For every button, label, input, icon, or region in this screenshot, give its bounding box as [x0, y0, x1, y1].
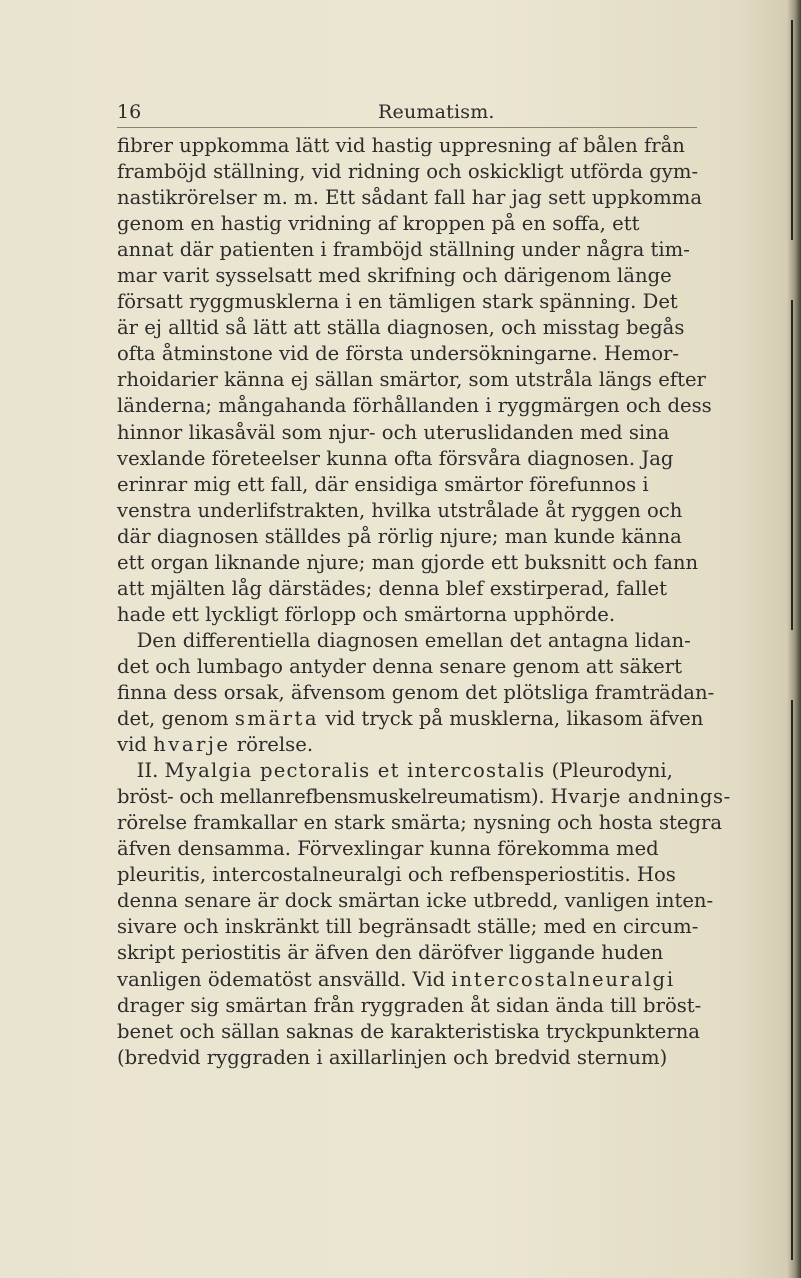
running-head: Reumatism. [378, 101, 495, 123]
text-line: finna dess orsak, äfvensom genom det plötsliga framträdan- [117, 680, 715, 704]
text-line: hinnor likasåväl som njur- och uteruslidanden med sina [117, 420, 670, 444]
text-line: benet och sällan saknas de karakteristiska tryckpunkterna [117, 1019, 700, 1043]
page-edge-line-1 [791, 20, 793, 240]
emphasis-hvarje-andnings: Hvarje andnings- [550, 785, 731, 809]
page-edge-line-3 [791, 700, 793, 1260]
emphasis-intercostalneuralgi: intercostalneuralgi [451, 967, 675, 991]
text-line: försatt ryggmusklerna i en tämligen stark spänning. Det [117, 290, 678, 314]
emphasis-hvarje: hvarje [153, 733, 231, 757]
page-edge-shadow [787, 0, 801, 1278]
text-line: pleuritis, intercostalneuralgi och refbensperiostitis. Hos [117, 863, 676, 887]
text-line: nastikrörelser m. m. Ett sådant fall har jag sett uppkomma [117, 186, 702, 210]
page-number: 16 [117, 101, 142, 123]
text-line: hade ett lyckligt förlopp och smärtorna upphörde. [117, 602, 616, 626]
text-line [117, 784, 731, 810]
text-line: är ej alltid så lätt att ställa diagnosen, och misstag begås [117, 316, 685, 340]
text-line: venstra underlifstrakten, hvilka utstrålade åt ryggen och [117, 498, 683, 522]
text-line: rörelse framkallar en stark smärta; nysning och hosta stegra [117, 811, 723, 835]
text-line: vexlande företeelser kunna ofta försvåra diagnosen. Jag [117, 446, 674, 470]
page-edge-line-2 [791, 300, 793, 630]
text-line: det och lumbago antyder denna senare genom att säkert [117, 654, 682, 678]
section-title: Myalgia pectoralis et intercostalis [164, 759, 546, 783]
text-line: skript periostitis är äfven den däröfver liggande huden [117, 941, 664, 965]
text-fragment: det, genom [117, 707, 229, 731]
page-header [117, 101, 697, 129]
text-line: äfven densamma. Förvexlingar kunna förekomma med [117, 837, 659, 861]
text-line: genom en hastig vridning af kroppen på en soffa, ett [117, 212, 640, 236]
text-fragment: vanligen ödematöst ansvälld. Vid [117, 967, 446, 991]
text-line: där diagnosen ställdes på rörlig njure; man kunde känna [117, 524, 682, 548]
section-number: II. [136, 759, 159, 783]
text-line: länderna; mångahanda förhållanden i ryggmärgen och dess [117, 394, 712, 418]
text-line [117, 628, 712, 654]
text-line: att mjälten låg därstädes; denna blef exstirperad, fallet [117, 576, 668, 600]
text-fragment: (Pleurodyni, [551, 759, 673, 783]
text-line [117, 967, 712, 993]
section-heading-line [117, 758, 712, 784]
text-line: annat där patienten i framböjd ställning under några tim- [117, 238, 690, 262]
text-line: mar varit sysselsatt med skrifning och därigenom länge [117, 264, 672, 288]
emphasis-smarta: smärta [234, 707, 320, 731]
text-line: erinrar mig ett fall, där ensidiga smärtor förefunnos i [117, 472, 649, 496]
text-fragment: bröst- och mellanrefbensmuskelreumatism). [117, 785, 545, 809]
text-line: ofta åtminstone vid de första undersökningarne. Hemor- [117, 342, 680, 366]
text-line: rhoidarier känna ej sällan smärtor, som utstråla längs efter [117, 368, 706, 392]
text-line: fibrer uppkomma lätt vid hastig uppresning af bålen från [117, 134, 685, 157]
text-line [117, 732, 712, 758]
text-line: drager sig smärtan från ryggraden åt sidan ända till bröst- [117, 993, 702, 1017]
body-text [117, 133, 731, 1071]
text-fragment: vid [117, 733, 147, 757]
text-line: (bredvid ryggraden i axillarlinjen och bredvid sternum) [117, 1045, 668, 1069]
text-line [117, 706, 712, 732]
text-fragment: Den differentiella diagnosen emellan det antagna lidan- [136, 628, 691, 652]
text-fragment: vid tryck på musklerna, likasom äfven [325, 707, 704, 731]
text-line: framböjd ställning, vid ridning och oskickligt utförda gym- [117, 160, 699, 184]
text-line: ett organ liknande njure; man gjorde ett buksnitt och fann [117, 550, 699, 574]
text-line: denna senare är dock smärtan icke utbredd, vanligen inten- [117, 889, 714, 913]
text-line: sivare och inskränkt till begränsadt ställe; med en circum- [117, 915, 699, 939]
header-rule [117, 127, 697, 128]
text-fragment: rörelse. [236, 733, 314, 757]
